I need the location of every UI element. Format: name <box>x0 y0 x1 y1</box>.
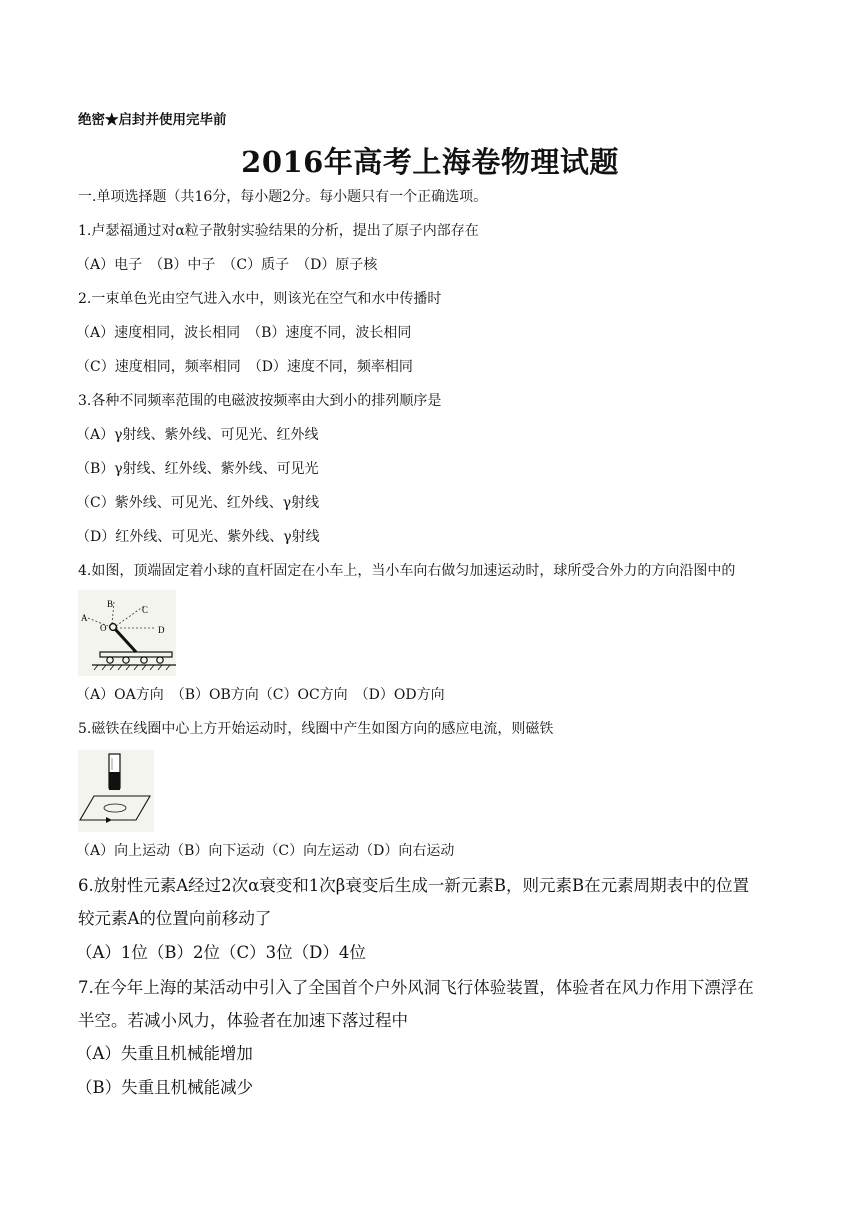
question-1-stem: 1.卢瑟福通过对α粒子散射实验结果的分析，提出了原子内部存在 <box>78 223 479 239</box>
question-3-stem: 3.各种不同频率范围的电磁波按频率由大到小的排列顺序是 <box>78 393 442 409</box>
question-2-options-ab: （A）速度相同，波长相同 （B）速度不同，波长相同 <box>76 325 412 341</box>
question-4-options: （A）OA方向 （B）OB方向（C）OC方向 （D）OD方向 <box>76 687 445 703</box>
question-2-options-cd: （C）速度相同，频率相同 （D）速度不同，频率相同 <box>76 359 413 375</box>
question-3-option-d: （D）红外线、可见光、紫外线、γ射线 <box>76 529 320 545</box>
question-4-stem: 4.如图，顶端固定着小球的直杆固定在小车上，当小车向右做匀加速运动时，球所受合外力的方向沿图中的 <box>78 563 736 579</box>
magnet-coil-diagram <box>78 750 154 832</box>
question-6-stem: 6.放射性元素A经过2次α衰变和1次β衰变后生成一新元素B，则元素B在元素周期表中的位置 <box>78 876 750 895</box>
label-c: C <box>142 605 149 615</box>
question-5-options: （A）向上运动（B）向下运动（C）向左运动（D）向右运动 <box>76 843 455 859</box>
section-heading: 一.单项选择题（共16分，每小题2分。每小题只有一个正确选项。 <box>78 189 488 205</box>
cart-diagram <box>78 590 176 676</box>
question-4-figure <box>78 590 176 676</box>
question-7-stem-cont: 半空。若减小风力，体验者在加速下落过程中 <box>78 1011 408 1030</box>
question-6-options: （A）1位（B）2位（C）3位（D）4位 <box>76 943 366 962</box>
question-2-stem: 2.一束单色光由空气进入水中，则该光在空气和水中传播时 <box>78 291 442 307</box>
question-3-option-c: （C）紫外线、可见光、红外线、γ射线 <box>76 495 320 511</box>
label-a: A <box>81 613 88 623</box>
question-3-option-a: （A）γ射线、紫外线、可见光、红外线 <box>76 427 319 443</box>
question-7-stem: 7.在今年上海的某活动中引入了全国首个户外风洞飞行体验装置，体验者在风力作用下漂浮在 <box>78 978 754 997</box>
question-3-option-b: （B）γ射线、红外线、紫外线、可见光 <box>76 461 319 477</box>
label-d: D <box>158 625 165 635</box>
page-title: 2016年高考上海卷物理试题 <box>241 145 619 179</box>
question-7-option-b: （B）失重且机械能减少 <box>76 1078 254 1097</box>
question-5-stem: 5.磁铁在线圈中心上方开始运动时，线圈中产生如图方向的感应电流，则磁铁 <box>78 721 554 737</box>
question-7-option-a: （A）失重且机械能增加 <box>76 1044 253 1063</box>
question-5-figure <box>78 750 154 832</box>
secret-label: 绝密★启封并使用完毕前 <box>78 112 227 128</box>
label-o: O <box>100 623 107 633</box>
label-b: B <box>107 599 114 609</box>
question-6-stem-cont: 较元素A的位置向前移动了 <box>78 909 272 928</box>
question-1-options: （A）电子 （B）中子 （C）质子 （D）原子核 <box>76 257 378 273</box>
